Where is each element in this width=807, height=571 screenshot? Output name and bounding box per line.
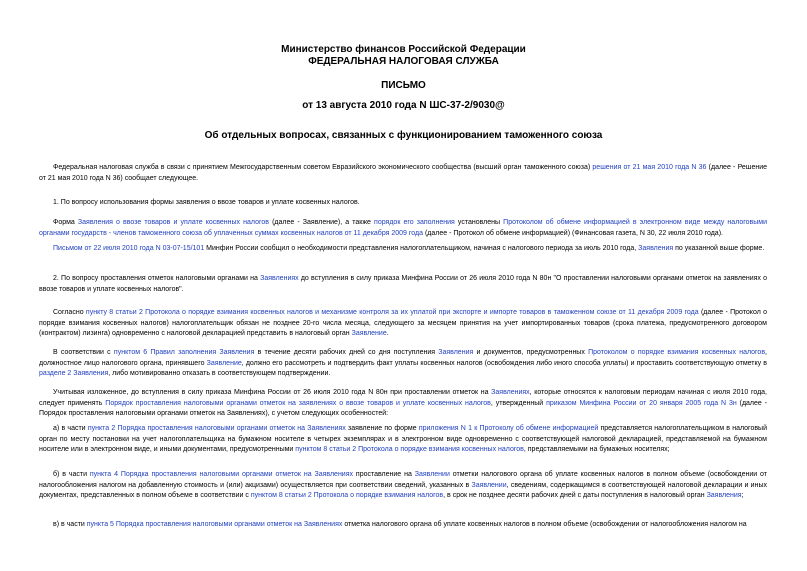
document-link[interactable]: Заявления [638, 245, 674, 252]
paragraph-text: Форма [53, 219, 78, 226]
paragraph-text: (далее - Протокол о порядке взимания косвенных налогов) налогоплательщик обязан не позднее 20-го числа месяца, следующего за месяцем принятия на учет импортированных товаров (срока платежа, предусмотренного договором (контрактом) лизинга) одновременно с налоговой декларацией представить в налоговый орган [39, 309, 767, 338]
paragraph-text: , должностное лицо налогового органа, принявшего [39, 349, 767, 367]
paragraph-text: , либо мотивированно отказать в соответствующем подтверждении. [108, 370, 331, 378]
document-link[interactable]: пунктом 8 статьи 2 Протокола о порядке взимания косвенных налогов [295, 446, 524, 454]
document-link[interactable]: Заявлении [414, 471, 450, 478]
document-link[interactable]: Протоколом о порядке взимания косвенных налогов [588, 349, 766, 356]
document-link[interactable]: приказом Минфина России от 20 января 2005 года N 3н [546, 399, 737, 407]
paragraph-text: , должно его рассмотреть и подтвердить факт уплаты косвенных налогов (освобождения либо иного способа уплаты) и проставить соответствующую отметку в [241, 359, 767, 367]
document-link[interactable]: Заявлении [471, 481, 507, 489]
document-link[interactable]: пунктом 8 статьи 2 Протокола о порядке взимания налогов [250, 492, 444, 500]
paragraph-text: отметки налогового органа об уплате косвенных налогов в полном объеме (освобождении от налогообложения налогом на добавленную стоимость и (или) акцизами) осуществляется при соответствии сведений, указанных в [39, 471, 767, 489]
document-link[interactable]: разделе 2 Заявления [39, 370, 109, 378]
paragraph-text: Минфин России сообщил о необходимости представления налогоплательщиком, начиная с налогового периода за июль 2010 года, [204, 245, 639, 252]
paragraph-text: Федеральная налоговая служба в связи с принятием Межгосударственным советом Евразийского экономического сообщества (высший орган таможенного союза) [53, 164, 593, 171]
document-link[interactable]: пунктом 6 Правил заполнения Заявления [113, 349, 255, 356]
paragraph-text: б) в части [53, 471, 90, 478]
document-link[interactable]: пункту 8 статьи 2 Протокола о порядке взимания косвенных налогов и механизме контроля за их уплатой при экспорте и импорте товаров в таможенном союзе от 11 декабря 2009 года [85, 309, 699, 316]
document-link[interactable]: пункта 4 Порядка проставления налоговыми органами отметок на Заявлениях [89, 471, 354, 478]
paragraph-text: , сведениям, содержащимся в соответствующей налоговой декларации и иных документах, представленных в полном объеме в соответствии с [39, 481, 767, 500]
ministry-line: Министерство финансов Российской Федерации [281, 44, 526, 55]
paragraph-text: 1. По вопросу использования формы заявления о ввозе товаров и уплате косвенных налогов. [53, 199, 360, 206]
paragraph-text: , которые относятся к налоговым периодам начиная с июля 2010 года, следует применять [39, 389, 767, 407]
document-link[interactable]: Заявление [206, 359, 242, 367]
document-link[interactable]: Протоколом об обмене информацией в электронном виде между налоговыми органами государств - членов таможенного союза об уплаченных суммах косвенных налогов от 11 декабря 2009 года [39, 219, 768, 237]
paragraph-text: , утвержденный [490, 399, 547, 407]
paragraph-text: . [386, 330, 389, 338]
paragraph [39, 274, 767, 295]
paragraph [39, 470, 767, 502]
document-link[interactable]: Заявлениях [260, 275, 299, 282]
paragraph-text: , представляемыми на бумажных носителях; [523, 446, 670, 454]
paragraph-text: 2. По вопросу проставления отметок налоговыми органами на [53, 275, 261, 282]
doc-number: от 13 августа 2010 года N ШС-37-2/9030@ [302, 100, 505, 111]
paragraph-text: (далее - Порядок проставления налоговыми органами отметок на Заявлениях), с учетом следующих особенностей: [39, 399, 768, 418]
service-line: ФЕДЕРАЛЬНАЯ НАЛОГОВАЯ СЛУЖБА [308, 56, 499, 67]
paragraph [39, 308, 767, 340]
paragraph-text: до вступления в силу приказа Минфина России от 26 июля 2010 года N 80н "О проставлении налоговыми органами отметок на заявлениях о ввозе товаров и уплате косвенных налогов". [39, 275, 767, 293]
paragraph-text: а) в части [53, 425, 88, 432]
doc-subject: Об отдельных вопросах, связанных с функционированием таможенного союза [204, 130, 603, 141]
document-link[interactable]: Заявлениях [491, 389, 530, 396]
paragraph-text: по указанной выше форме. [673, 245, 765, 252]
paragraph-text: , в срок не позднее десяти рабочих дней с даты поступления в налоговый орган [443, 492, 707, 500]
paragraph-text: (далее - Заявление), а также [268, 219, 375, 226]
document-link[interactable]: приложения N 1 к Протоколу об обмене информацией [418, 425, 599, 432]
document-link[interactable]: Письмом от 22 июля 2010 года N 03-07-15/101 [53, 245, 205, 252]
document-link[interactable]: пункта 2 Порядка проставления налоговыми органами отметок на Заявлениях [87, 425, 346, 432]
paragraph-text: проставление на [353, 471, 415, 478]
paragraph [39, 520, 767, 531]
document-link[interactable]: решения от 21 мая 2010 года N 36 [592, 164, 707, 171]
document-link[interactable]: Заявления [706, 492, 742, 500]
paragraph [39, 198, 767, 209]
paragraph-text: Учитывая изложенное, до вступления в силу приказа Минфина России от 26 июля 2010 года N 80н при проставлении отметок на [53, 389, 492, 396]
paragraph-text: отметка налогового органа об уплате косвенных налогов в полном объеме (освобождении от налогообложения налогом на [342, 521, 747, 528]
paragraph-text: (далее - Решение от 21 мая 2010 года N 36) сообщает следующее. [39, 164, 768, 182]
document-link[interactable]: порядок его заполнения [374, 219, 455, 226]
paragraph-text: В соответствии с [53, 349, 114, 356]
paragraph-text: (далее - Протокол об обмене информацией) (Финансовая газета, N 30, 22 июля 2010 года). [423, 229, 723, 237]
doc-type: ПИСЬМО [381, 80, 426, 91]
paragraph-text: заявление по форме [345, 425, 419, 432]
paragraph-text: ; [741, 492, 744, 500]
paragraph-text: в течение десяти рабочих дней со дня поступления [254, 349, 439, 356]
document-link[interactable]: Заявления о ввозе товаров и уплате косвенных налогов [77, 219, 269, 226]
paragraph-text: установлены [454, 219, 504, 226]
document-link[interactable]: Порядок проставления налоговыми органами отметок на заявлениях о ввозе товаров и уплате косвенных налогов [105, 399, 491, 407]
paragraph [39, 388, 767, 420]
paragraph [39, 244, 767, 255]
document-link[interactable]: Заявление [351, 330, 387, 338]
document-link[interactable]: Заявления [438, 349, 474, 356]
document-link[interactable]: пункта 5 Порядка проставления налоговыми органами отметок на Заявлениях [86, 521, 343, 528]
paragraph [39, 348, 767, 380]
paragraph-text: представляется налогоплательщиком в налоговый орган по месту постановки на учет налогоплательщика на бумажном носителе в четырех экземплярах и в электронном виде одновременно с соответствующей налоговой декларацией, представляемой на бумажном носителе или в электронном виде, и иными документами, предусмотренными [39, 425, 767, 454]
paragraph-text: в) в части [53, 521, 87, 528]
paragraph-text: Согласно [53, 309, 86, 316]
paragraph [39, 424, 767, 456]
paragraph [39, 163, 767, 184]
paragraph [39, 218, 767, 239]
paragraph-text: и документов, предусмотренных [473, 349, 589, 356]
